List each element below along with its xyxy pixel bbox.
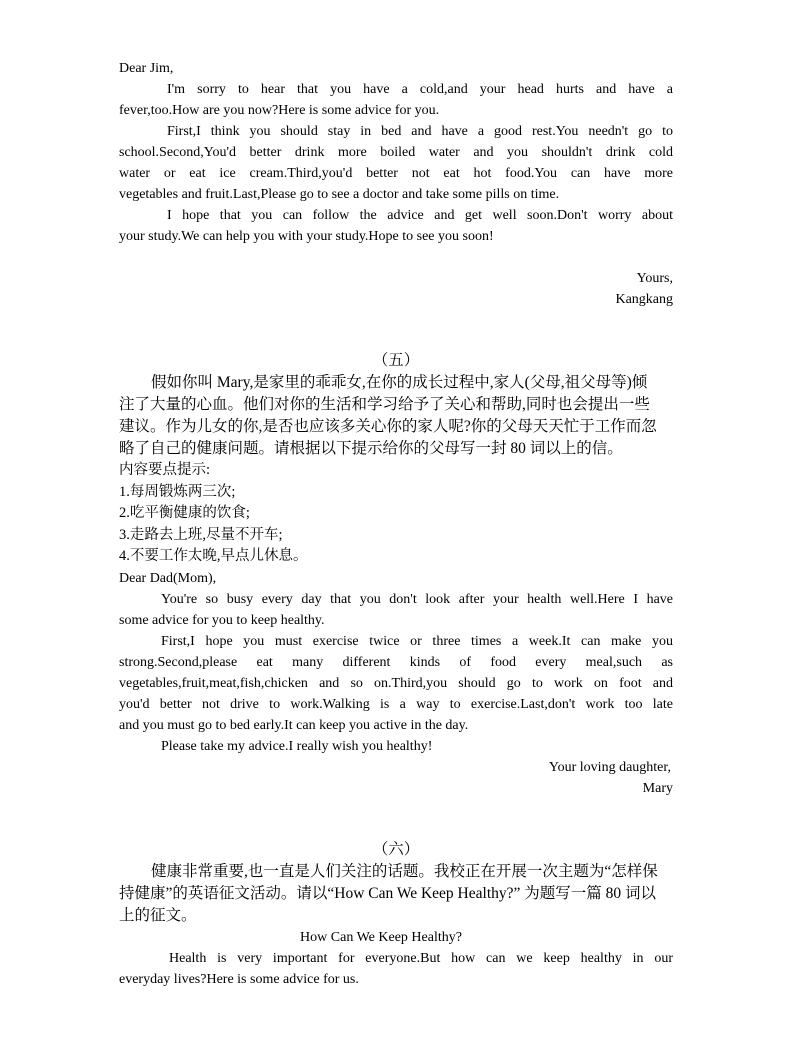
document-page xyxy=(119,58,673,990)
section6-prompt-line: 上的征文。 xyxy=(119,906,197,924)
section5-point: 3.走路去上班,尽量不开车; xyxy=(119,526,283,543)
letter1-p3-line: I hope that you can follow the advice and get well soon.Don't worry about xyxy=(167,208,673,223)
section5-signature: Mary xyxy=(642,780,673,796)
letter1-greeting: Dear Jim, xyxy=(119,61,174,76)
letter1-p1-line: I'm sorry to hear that you have a cold,and your head hurts and have a xyxy=(167,82,673,97)
section6-prompt-line: 持健康”的英语征文活动。请以“How Can We Keep Healthy?” 为题写一篇 80 词以 xyxy=(119,884,657,902)
section5-prompt-line: 假如你叫 Mary,是家里的乖乖女,在你的成长过程中,家人(父母,祖父母等)倾 xyxy=(151,374,648,391)
section5-p2-line: vegetables,fruit,meat,fish,chicken and so on.Third,you should go to work on foot and xyxy=(119,675,673,691)
section6-p1-line: everyday lives?Here is some advice for us. xyxy=(119,971,359,987)
section5-point: 1.每周锻炼两三次; xyxy=(119,483,236,500)
letter1-p2-line: vegetables and fruit.Last,Please go to see a doctor and take some pills on time. xyxy=(119,187,560,202)
section5-greeting: Dear Dad(Mom), xyxy=(119,570,217,586)
section5-p2-line: and you must go to bed early.It can keep you active in the day. xyxy=(119,717,469,733)
essay-title: How Can We Keep Healthy? xyxy=(300,929,462,945)
section5-prompt-line: 注了大量的心血。他们对你的生活和学习给予了关心和帮助,同时也会提出一些 xyxy=(119,396,650,413)
section5-p1-line: You're so busy every day that you don't look after your health well.Here I have xyxy=(161,591,673,607)
section6-p1-line: Health is very important for everyone.But how can we keep healthy in our xyxy=(169,950,673,966)
section-gap xyxy=(119,799,673,839)
spacer xyxy=(119,247,673,268)
letter1-closing: Yours, xyxy=(636,271,673,286)
letter1-p1-line: fever,too.How are you now?Here is some advice for you. xyxy=(119,103,440,118)
section6-heading: （六） xyxy=(372,840,420,858)
letter1-signature: Kangkang xyxy=(615,292,673,307)
section5-prompt-line: 略了自己的健康问题。请根据以下提示给你的父母写一封 80 词以上的信。 xyxy=(119,440,623,457)
letter1-p2-line: First,I think you should stay in bed and have a good rest.You needn't go to xyxy=(167,124,673,139)
section6-prompt-line: 健康非常重要,也一直是人们关注的话题。我校正在开展一次主题为“怎样保 xyxy=(151,862,658,880)
section5-heading: （五） xyxy=(372,352,420,369)
section5-prompt-line: 建议。作为儿女的你,是否也应该多关心你的家人呢?你的父母天天忙于工作而忽 xyxy=(119,418,657,435)
section5-p2-line: First,I hope you must exercise twice or three times a week.It can make you xyxy=(161,633,673,649)
letter1-p2-line: school.Second,You'd better drink more boiled water and you shouldn't drink cold xyxy=(119,145,673,160)
section5-p1-line: some advice for you to keep healthy. xyxy=(119,612,325,628)
section5-closing: Your loving daughter, xyxy=(548,759,671,775)
section5-p2-line: you'd better not drive to work.Walking is a way to exercise.Last,don't work too late xyxy=(119,696,673,712)
section5-p3: Please take my advice.I really wish you healthy! xyxy=(161,738,433,754)
letter1-p2-line: water or eat ice cream.Third,you'd better not eat hot food.You can have more xyxy=(119,166,673,181)
section5-point: 2.吃平衡健康的饮食; xyxy=(119,505,250,521)
section-gap xyxy=(119,310,673,350)
section5-p2-line: strong.Second,please eat many different kinds of food every meal,such as xyxy=(119,654,673,670)
section5-points-title: 内容要点提示: xyxy=(119,462,211,478)
section5-point: 4.不要工作太晚,早点儿休息。 xyxy=(119,548,308,564)
letter1-p3-line: your study.We can help you with your study.Hope to see you soon! xyxy=(119,229,494,244)
